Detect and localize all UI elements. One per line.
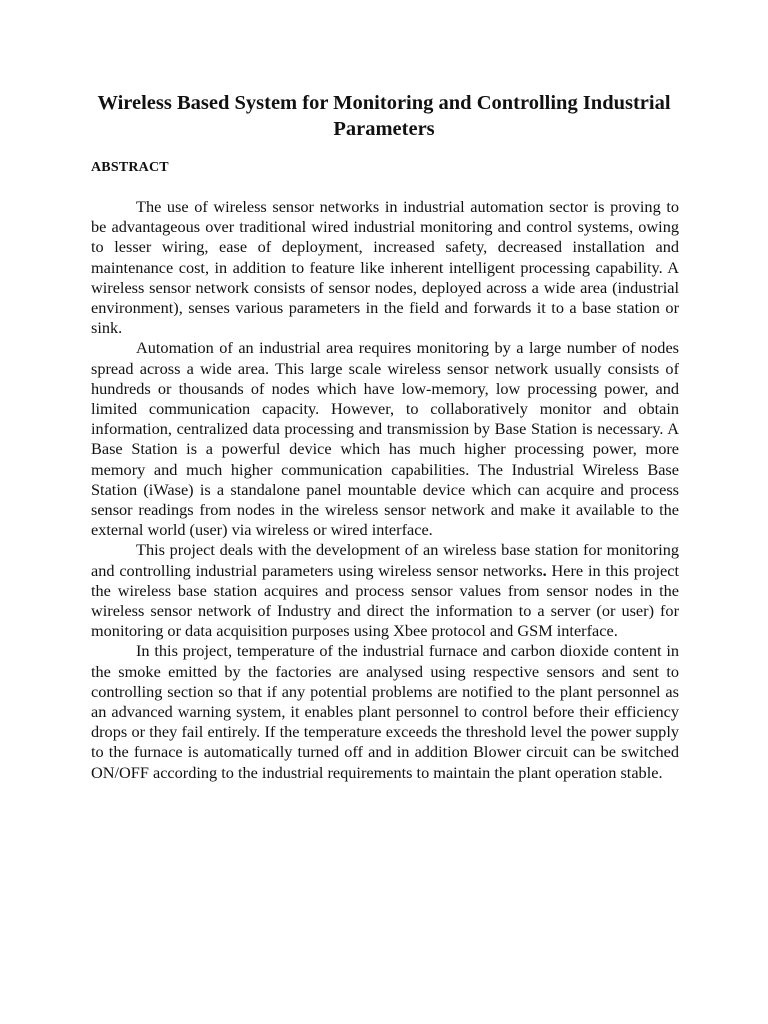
paragraph-3-text-end: Here in this project the wireless base station acquires and process sensor values from sensor nodes in the wireless sensor network of Industry and direct the information to a server (or user) for monitoring or data acquisition purposes using Xbee protocol and GSM interface. <box>91 560 680 641</box>
abstract-paragraph-2: Automation of an industrial area requires monitoring by a large number of nodes spread across a wide area. This large scale wireless sensor network usually consists of hundreds or thousands of nodes which have low-memory, low processing power, and limited communication capacity. However, to collaboratively monitor and obtain information, centralized data processing and transmission by Base Station is necessary. A Base Station is a powerful device which has much higher processing power, more memory and much higher communication capabilities. The Industrial Wireless Base Station (iWase) is a standalone panel mountable device which can acquire and process sensor readings from nodes in the wireless sensor network and make it available to the external world (user) via wireless or wired interface. <box>91 338 679 540</box>
abstract-paragraph-3 <box>91 540 679 641</box>
paragraph-3-text-start: This project deals with the development of an wireless base station for monitoring and controlling industrial parameters using wireless sensor networks <box>91 540 679 580</box>
paragraph-3-bold-period: . <box>542 560 547 580</box>
abstract-heading: ABSTRACT <box>91 160 169 175</box>
abstract-body <box>91 197 679 783</box>
abstract-paragraph-1: The use of wireless sensor networks in industrial automation sector is proving to be advantageous over traditional wired industrial monitoring and control systems, owing to lesser wiring, ease of deployment, increased safety, decreased installation and maintenance cost, in addition to feature like inherent intelligent processing capability. A wireless sensor network consists of sensor nodes, deployed across a wide area (industrial environment), senses various parameters in the field and forwards it to a base station or sink. <box>91 197 679 338</box>
abstract-paragraph-4: In this project, temperature of the industrial furnace and carbon dioxide content in the smoke emitted by the factories are analysed using respective sensors and sent to controlling section so that if any potential problems are notified to the plant personnel as an advanced warning system, it enables plant personnel to control before their efficiency drops or they fail entirely. If the temperature exceeds the threshold level the power supply to the furnace is automatically turned off and in addition Blower circuit can be switched ON/OFF according to the industrial requirements to maintain the plant operation stable. <box>91 641 679 782</box>
document-title: Wireless Based System for Monitoring and Controlling Industrial Parameters <box>97 92 671 140</box>
